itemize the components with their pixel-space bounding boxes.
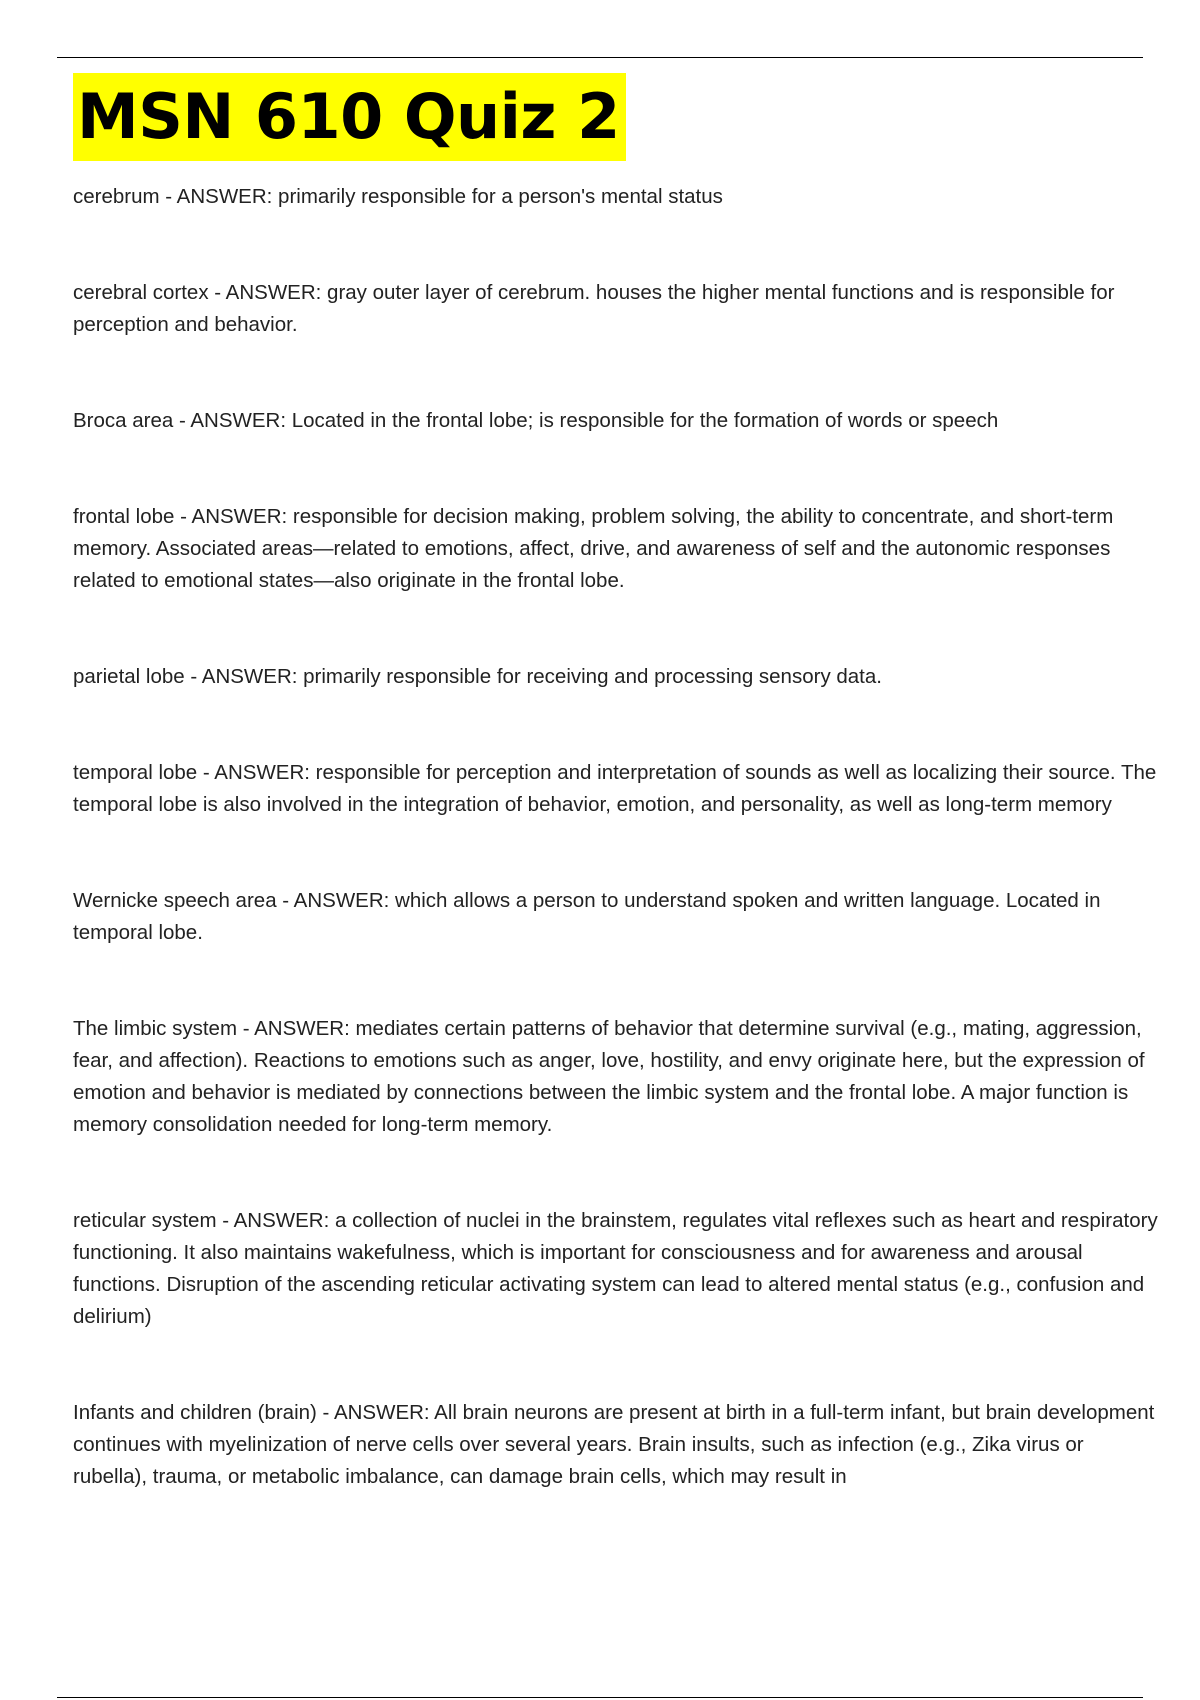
quiz-entry-infants-children: Infants and children (brain) - ANSWER: All brain neurons are present at birth in a full-term infant, but brain development continues with myelinization of nerve cells over several years. Brain insults, such as infection (e.g., Zika virus or rubella), trauma, or metabolic imbalance, can damage brain cells, which may result in — [73, 1401, 1155, 1488]
quiz-entry-reticular-system: reticular system - ANSWER: a collection of nuclei in the brainstem, regulates vital reflexes such as heart and respiratory functioning. It also maintains wakefulness, which is important for consciousness and for awareness and arousal functions. Disruption of the ascending reticular activating system can lead to altered mental status (e.g., confusion and delirium) — [73, 1209, 1158, 1328]
quiz-entry-wernicke-area: Wernicke speech area - ANSWER: which allows a person to understand spoken and written language. Located in temporal lobe. — [73, 889, 1101, 944]
quiz-entry-broca-area: Broca area - ANSWER: Located in the frontal lobe; is responsible for the formation of words or speech — [73, 409, 999, 432]
bottom-rule — [57, 1697, 1143, 1698]
quiz-entries — [73, 181, 1163, 1493]
top-rule — [57, 57, 1143, 58]
quiz-entry-limbic-system: The limbic system - ANSWER: mediates certain patterns of behavior that determine survival (e.g., mating, aggression, fear, and affection). Reactions to emotions such as anger, love, hostility, and envy originate here, but the expression of emotion and behavior is mediated by connections between the limbic system and the frontal lobe. A major function is memory consolidation needed for long-term memory. — [73, 1017, 1145, 1136]
quiz-entry-temporal-lobe: temporal lobe - ANSWER: responsible for perception and interpretation of sounds as well as localizing their source. The temporal lobe is also involved in the integration of behavior, emotion, and personality, as well as long-term memory — [73, 761, 1157, 816]
quiz-entry-cerebrum: cerebrum - ANSWER: primarily responsible for a person's mental status — [73, 185, 723, 208]
document-page — [73, 73, 1163, 1557]
quiz-entry-parietal-lobe: parietal lobe - ANSWER: primarily responsible for receiving and processing sensory data. — [73, 665, 882, 688]
quiz-entry-frontal-lobe: frontal lobe - ANSWER: responsible for decision making, problem solving, the ability to concentrate, and short-term memory. Associated areas—related to emotions, affect, drive, and awareness of self and the autonomic responses related to emotional states—also originate in the frontal lobe. — [73, 505, 1114, 592]
document-title: MSN 610 Quiz 2 — [73, 73, 626, 161]
quiz-entry-cerebral-cortex: cerebral cortex - ANSWER: gray outer layer of cerebrum. houses the higher mental functions and is responsible for perception and behavior. — [73, 281, 1115, 336]
